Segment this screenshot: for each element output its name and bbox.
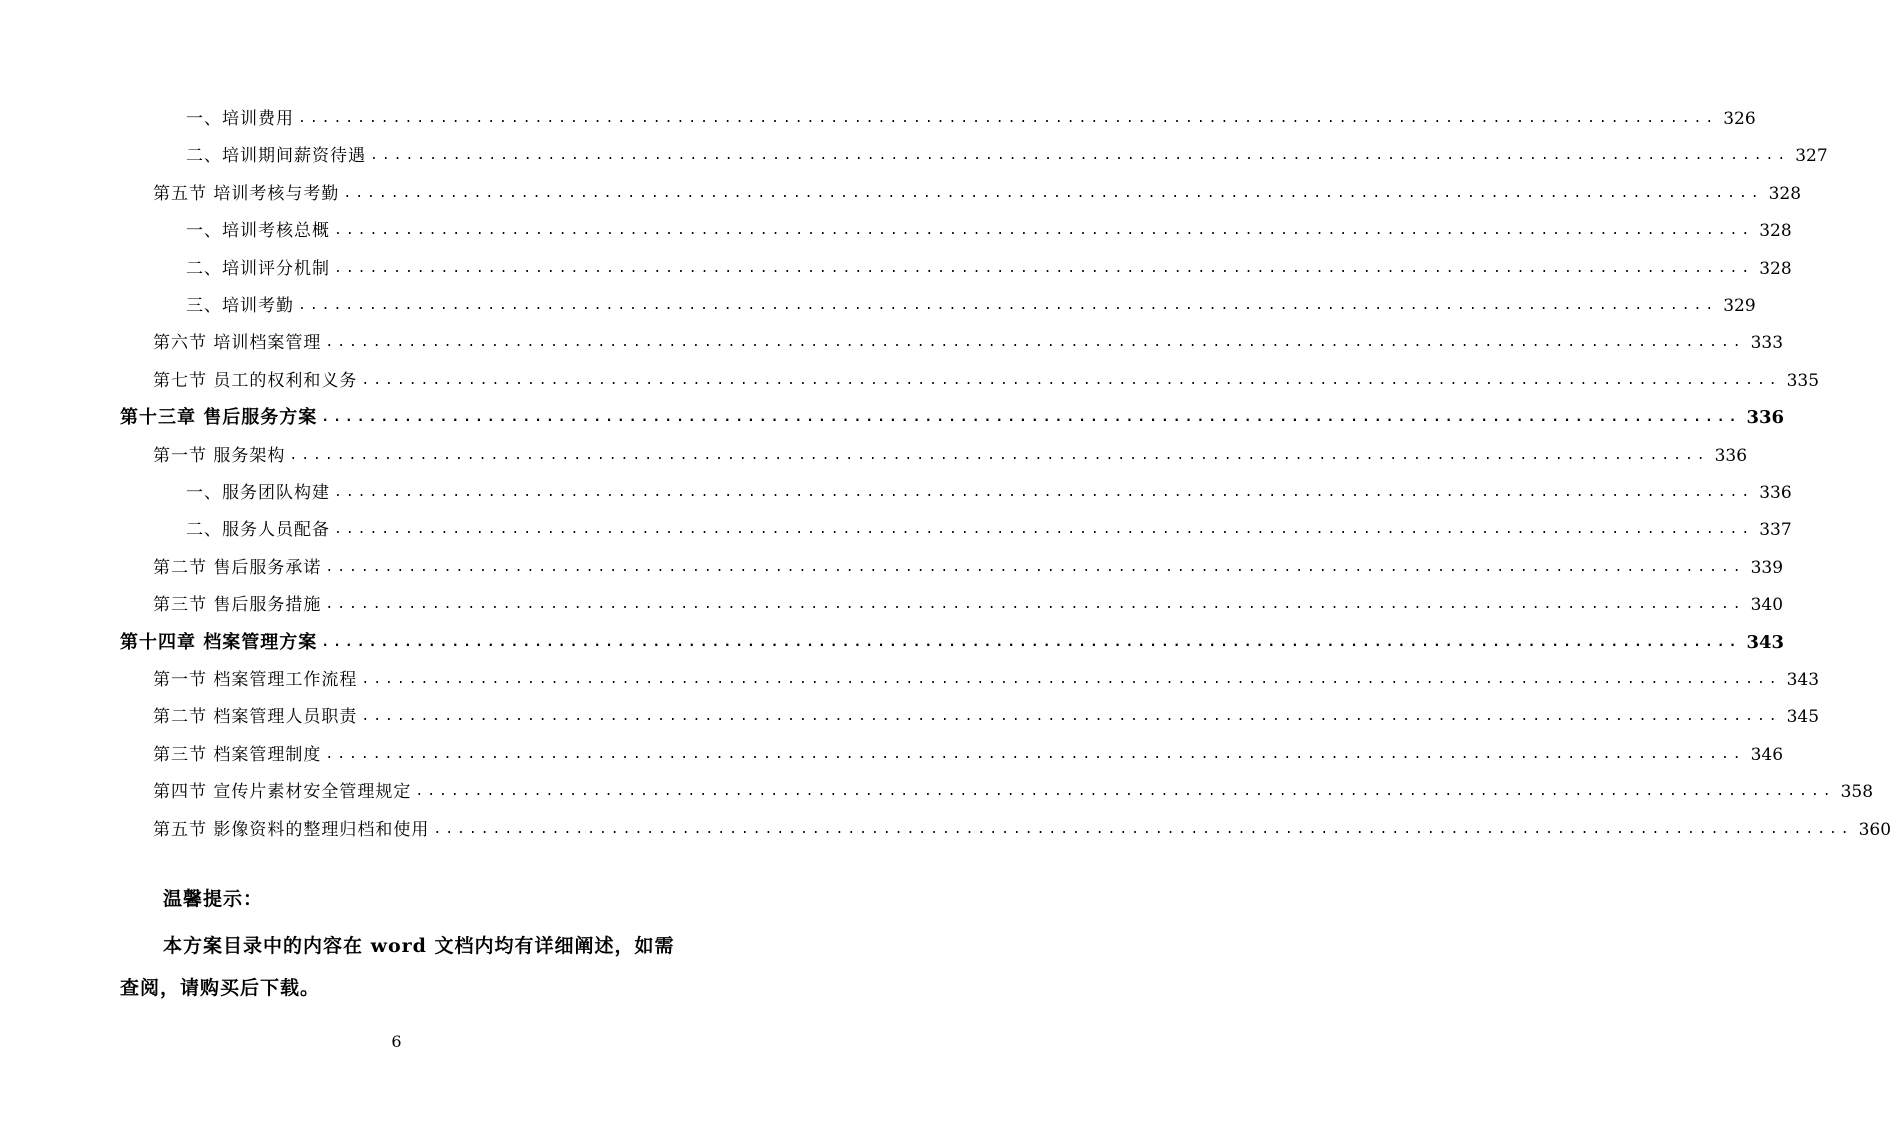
toc-entry-label: 第十四章 档案管理方案 bbox=[120, 631, 318, 653]
toc-entry-page: 327 bbox=[1795, 146, 1828, 167]
toc-entry[interactable] bbox=[186, 251, 1792, 287]
toc-entry-page: 328 bbox=[1768, 183, 1802, 204]
toc-entry[interactable] bbox=[153, 325, 1784, 361]
toc-entry-label: 一、培训费用 bbox=[186, 109, 294, 129]
tip-title: 温馨提示： bbox=[163, 888, 264, 910]
toc-dot-leader: ........................................................................................................................ bbox=[334, 260, 1754, 276]
toc-dot-leader: ........................................................................................................................ bbox=[325, 335, 1745, 351]
toc-entry[interactable] bbox=[153, 587, 1784, 623]
toc-entry[interactable] bbox=[120, 400, 1785, 436]
toc-entry-page: 336 bbox=[1759, 483, 1792, 503]
toc-entry[interactable] bbox=[153, 737, 1784, 773]
toc-entry-label: 第二节 售后服务承诺 bbox=[153, 557, 322, 578]
toc-entry-label: 第二节 档案管理人员职责 bbox=[153, 707, 358, 728]
toc-entry[interactable] bbox=[186, 138, 1828, 174]
toc-entry[interactable] bbox=[186, 288, 1756, 324]
toc-dot-leader: ........................................................................................................................ bbox=[321, 410, 1741, 426]
toc-entry-page: 339 bbox=[1750, 557, 1784, 578]
toc-entry[interactable] bbox=[153, 438, 1748, 474]
toc-entry-page: 345 bbox=[1786, 707, 1820, 728]
toc-entry-page: 335 bbox=[1786, 370, 1820, 391]
toc-entry-page: 336 bbox=[1714, 445, 1748, 466]
toc-entry-page: 343 bbox=[1746, 631, 1785, 653]
toc-entry-page: 328 bbox=[1759, 258, 1792, 279]
toc-entry-label: 第三节 售后服务措施 bbox=[153, 595, 322, 616]
toc-dot-leader: ........................................................................................................................ bbox=[289, 447, 1709, 463]
toc-dot-leader: ........................................................................................................................ bbox=[298, 298, 1718, 313]
toc-entry-label: 第五节 培训考核与考勤 bbox=[153, 183, 340, 204]
toc-entry-label: 一、服务团队构建 bbox=[186, 483, 330, 503]
toc-entry-label: 第五节 影像资料的整理归档和使用 bbox=[153, 819, 430, 840]
toc-entry-page: 336 bbox=[1746, 407, 1785, 429]
toc-entry-label: 三、培训考勤 bbox=[186, 296, 294, 316]
toc-entry-label: 二、培训评分机制 bbox=[186, 258, 330, 279]
toc-entry-label: 第六节 培训档案管理 bbox=[153, 333, 322, 354]
toc-dot-leader: ........................................................................................................................ bbox=[334, 223, 1754, 239]
toc-entry[interactable] bbox=[153, 812, 1891, 848]
toc-dot-leader: ........................................................................................................................ bbox=[325, 597, 1745, 613]
toc-entry-page: 333 bbox=[1750, 333, 1784, 354]
toc-dot-leader: ........................................................................................................................ bbox=[298, 111, 1718, 126]
toc-entry-page: 326 bbox=[1723, 109, 1756, 129]
toc-entry[interactable] bbox=[153, 699, 1820, 735]
toc-entry[interactable] bbox=[186, 101, 1756, 137]
toc-dot-leader: ........................................................................................................................ bbox=[361, 672, 1781, 687]
toc-entry[interactable] bbox=[153, 176, 1802, 212]
toc-dot-leader: ........................................................................................................................ bbox=[334, 485, 1754, 500]
toc-dot-leader: ........................................................................................................................ bbox=[334, 522, 1754, 538]
toc-entry[interactable] bbox=[186, 475, 1792, 511]
toc-entry-label: 第十三章 售后服务方案 bbox=[120, 407, 318, 429]
toc-entry[interactable] bbox=[153, 363, 1820, 399]
toc-entry[interactable] bbox=[153, 662, 1820, 698]
toc-entry-page: 358 bbox=[1840, 782, 1874, 803]
toc-dot-leader: ........................................................................................................................ bbox=[415, 784, 1835, 800]
toc-dot-leader: ........................................................................................................................ bbox=[370, 148, 1790, 164]
toc-entry-label: 第三节 档案管理制度 bbox=[153, 744, 322, 765]
toc-entry-label: 第一节 档案管理工作流程 bbox=[153, 670, 358, 690]
toc-dot-leader: ........................................................................................................................ bbox=[361, 372, 1781, 388]
toc-entry-label: 第四节 宣传片素材安全管理规定 bbox=[153, 782, 412, 803]
toc-entry[interactable] bbox=[186, 213, 1792, 249]
toc-entry[interactable] bbox=[186, 512, 1792, 548]
toc-dot-leader: ........................................................................................................................ bbox=[361, 709, 1781, 725]
toc-entry-label: 一、培训考核总概 bbox=[186, 221, 330, 242]
toc-entry[interactable] bbox=[120, 625, 1785, 661]
toc-dot-leader: ........................................................................................................................ bbox=[433, 821, 1853, 837]
tip-body: 本方案目录中的内容在 word 文档内均有详细阐述，如需查阅，请购买后下载。 bbox=[120, 935, 675, 999]
toc-entry-page: 346 bbox=[1750, 744, 1784, 765]
toc-entry-label: 二、服务人员配备 bbox=[186, 520, 330, 541]
toc-entry-label: 第七节 员工的权利和义务 bbox=[153, 370, 358, 391]
toc-entry-page: 360 bbox=[1858, 819, 1891, 840]
toc-dot-leader: ........................................................................................................................ bbox=[321, 634, 1741, 650]
toc-entry-page: 329 bbox=[1723, 296, 1756, 316]
toc-entry[interactable] bbox=[153, 550, 1784, 586]
page-number: 6 bbox=[391, 1032, 402, 1051]
toc-entry-page: 328 bbox=[1759, 221, 1792, 242]
toc-dot-leader: ........................................................................................................................ bbox=[325, 746, 1745, 762]
toc-entry[interactable] bbox=[153, 774, 1874, 810]
toc-dot-leader: ........................................................................................................................ bbox=[343, 185, 1763, 201]
toc-entry-label: 二、培训期间薪资待遇 bbox=[186, 146, 366, 167]
toc-dot-leader: ........................................................................................................................ bbox=[325, 559, 1745, 575]
toc-entry-page: 337 bbox=[1759, 520, 1792, 541]
toc-entry-page: 343 bbox=[1786, 670, 1820, 690]
toc-entry-page: 340 bbox=[1750, 595, 1784, 616]
toc-entry-label: 第一节 服务架构 bbox=[153, 445, 286, 466]
